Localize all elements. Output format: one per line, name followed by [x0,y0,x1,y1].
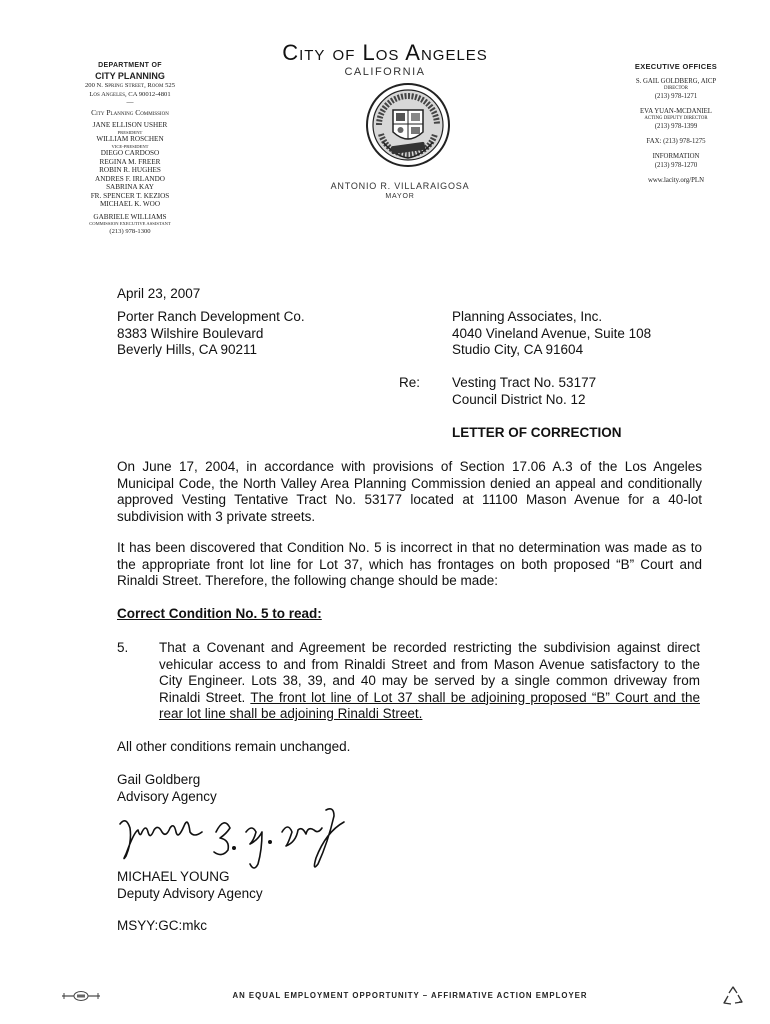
executive-offices-heading: EXECUTIVE OFFICES [634,62,718,71]
commission-member: SABRINA KAY [106,183,154,191]
letter-date: April 23, 2007 [117,286,201,301]
recycle-icon [720,984,746,1010]
information-phone: (213) 978-1270 [654,162,698,169]
correction-heading: Correct Condition No. 5 to read: [117,606,322,621]
city-seal-icon [365,82,451,168]
deputy-name: EVA YUAN-MCDANIEL [640,108,712,115]
commission-label: City Planning Commission [91,108,169,117]
assistant-name: GABRIELE WILLIAMS [93,212,167,221]
footer-eeo-statement: AN EQUAL EMPLOYMENT OPPORTUNITY – AFFIRMATIVE ACTION EMPLOYER [232,991,588,1000]
recipient-1-line: Beverly Hills, CA 90211 [117,342,258,357]
recipient-2-line: 4040 Vineland Avenue, Suite 108 [452,325,652,341]
recipient-1-line: 8383 Wilshire Boulevard [117,325,264,341]
city-title: City of Los Angeles [282,40,488,65]
sender-title: Advisory Agency [117,788,217,804]
department-address-line1: 200 N. Spring Street, Room 525 [84,82,176,89]
commission-member: DIEGO CARDOSO [100,149,160,157]
director-name: S. GAIL GOLDBERG, AICP [635,78,717,85]
website-link[interactable]: www.lacity.org/PLN [647,177,704,184]
department-label: DEPARTMENT OF [98,62,162,69]
commission-member: ANDRES F. IRLANDO [95,174,165,183]
commission-member: JANE ELLISON USHER [92,121,168,129]
department-name: CITY PLANNING [95,71,165,81]
paragraph-background: On June 17, 2004, in accordance with provisions of Section 17.06 A.3 of the Los Angeles Municipal Code, the North Valley Area Planning Commission denied an appeal and conditionally approved Vesting Tentative Tract No. 53177 located at 11100 Mason Avenue for a 40-lot subdivision with 3 private streets. [117,459,702,524]
reference-initials: MSYY:GC:mkc [117,918,208,933]
mayor-title: MAYOR [385,193,415,200]
subject-reference [452,375,732,408]
director-role: DIRECTOR [664,86,688,91]
separator-dash: — [126,98,134,106]
commission-member: MICHAEL K. WOO [99,200,161,208]
sender-block [117,772,217,805]
department-address-line2: Los Angeles, CA 90012-4801 [89,91,171,98]
sender-name: Gail Goldberg [117,772,201,787]
paragraph-discovery: It has been discovered that Condition No. 5 is incorrect in that no determination was made as to the appropriate front lot line for Lot 37, which has frontages on both proposed “B” Court and Rinaldi Street. Therefore, the following change should be made: [117,540,702,588]
signer-name: MICHAEL YOUNG [117,869,230,884]
subject-line: Council District No. 12 [452,391,586,407]
deputy-phone: (213) 978-1399 [654,123,698,130]
executive-offices-column [616,62,736,185]
signer-block [117,869,263,902]
condition-number: 5. [117,640,129,655]
commission-member: WILLIAM ROSCHEN [96,135,164,143]
condition-text [159,640,700,723]
signer-title: Deputy Advisory Agency [117,885,263,901]
city-subtitle: CALIFORNIA [344,66,426,78]
re-label: Re: [399,375,421,390]
commission-member-role: PRESIDENT [117,129,143,135]
assistant-phone: (213) 978-1300 [109,227,151,235]
letter-title: LETTER OF CORRECTION [452,425,622,440]
commission-member: REGINA M. FREER [99,157,161,166]
condition-underlined-text: The front lot line of Lot 37 shall be adjoining proposed “B” Court and the rear lot line shall be adjoining Rinaldi Street. [159,689,700,721]
handwritten-signature [112,802,362,874]
recipient-1-line: Porter Ranch Development Co. [117,309,305,324]
commission-member: ROBIN R. HUGHES [99,166,161,174]
commission-member: FR. SPENCER T. KEZIOS [90,191,170,200]
director-phone: (213) 978-1271 [654,93,698,100]
subject-line: Vesting Tract No. 53177 [452,375,597,390]
information-label: INFORMATION [652,153,700,160]
commission-member-role: VICE-PRESIDENT [111,143,149,149]
recipient-address-2 [452,309,752,359]
recipient-2-line: Planning Associates, Inc. [452,309,603,324]
union-label-icon [60,990,102,1002]
deputy-role: ACTING DEPUTY DIRECTOR [644,116,708,121]
assistant-role: COMMISSION EXECUTIVE ASSISTANT [89,221,171,226]
recipient-address-1 [117,309,417,359]
mayor-name: ANTONIO R. VILLARAIGOSA [330,181,470,191]
condition-body: That a Covenant and Agreement be recorded restricting the subdivision against direct vehicular access to and from Rinaldi Street and from Mason Avenue satisfactory to the City Engineer. Lots 38, 39, and 40 may be served by a single common driveway from Rinaldi Street. [159,640,700,705]
recipient-2-line: Studio City, CA 91604 [452,342,584,357]
paragraph-remaining: All other conditions remain unchanged. [117,739,351,754]
department-column [40,62,220,236]
fax-number: FAX: (213) 978-1275 [646,138,706,145]
